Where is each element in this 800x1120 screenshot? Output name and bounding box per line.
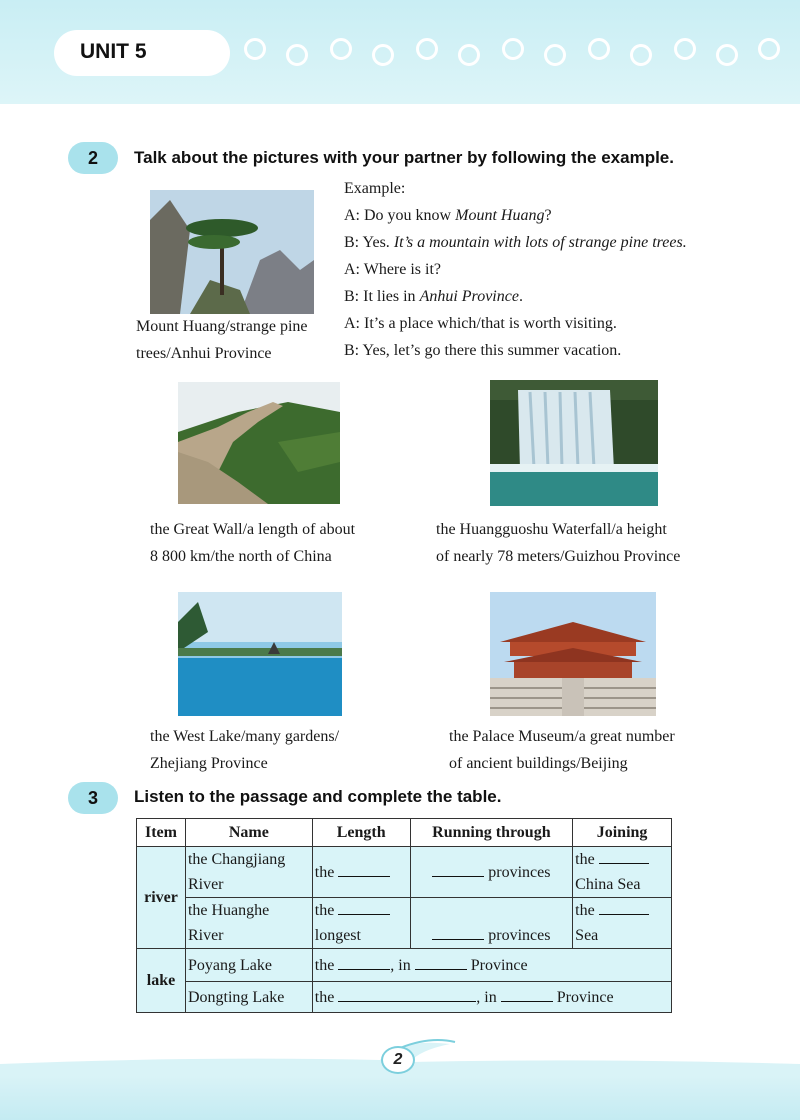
poyang-details: the , in Province [312, 949, 671, 982]
mount-huang-caption: Mount Huang/strange pine trees/Anhui Province [136, 318, 308, 362]
section-3-title: Listen to the passage and complete the table. [134, 787, 502, 806]
dialogue-line: A: Do you know Mount Huang? [344, 207, 552, 224]
dialogue-line: A: Where is it? [344, 261, 442, 278]
table-row [137, 847, 672, 898]
table-row [137, 949, 672, 982]
section-2-title: Talk about the pictures with your partner by following the example. [134, 148, 674, 167]
table-row [137, 982, 672, 1013]
changjiang-through: provinces [410, 847, 573, 898]
river-lake-table [136, 818, 672, 1013]
answer-blank[interactable] [338, 863, 390, 877]
great-wall-caption: the Great Wall/a length of about 8 800 km/the north of China [150, 521, 356, 565]
poyang-name: Poyang Lake [185, 949, 312, 982]
answer-blank[interactable] [501, 988, 553, 1002]
dialogue-line: B: Yes, let’s go there this summer vacation. [344, 342, 622, 359]
answer-blank[interactable] [338, 988, 476, 1002]
table-header: Length [312, 819, 410, 847]
changjiang-joining: the China Sea [573, 847, 672, 898]
answer-blank[interactable] [338, 956, 390, 970]
huanghe-name: the Huanghe River [185, 898, 312, 949]
table-header: Item [137, 819, 186, 847]
table-header: Name [185, 819, 312, 847]
dongting-details: the , in Province [312, 982, 671, 1013]
huanghe-joining: the Sea [573, 898, 672, 949]
palace-museum-photo [490, 592, 656, 716]
section-2-badge: 2 [68, 142, 118, 174]
river-label: river [137, 847, 186, 949]
dongting-name: Dongting Lake [185, 982, 312, 1013]
answer-blank[interactable] [432, 926, 484, 940]
west-lake-photo [178, 592, 342, 716]
huanghe-through: provinces [410, 898, 573, 949]
huanghe-length: the longest [312, 898, 410, 949]
changjiang-length: the [312, 847, 410, 898]
table-header: Joining [573, 819, 672, 847]
page-number: 2 [381, 1046, 415, 1074]
table-header: Running through [410, 819, 573, 847]
lake-label: lake [137, 949, 186, 1013]
table-row [137, 898, 672, 949]
great-wall-photo [178, 382, 340, 504]
dialogue-line: B: It lies in Anhui Province. [344, 288, 523, 305]
answer-blank[interactable] [599, 901, 649, 915]
west-lake-caption: the West Lake/many gardens/ Zhejiang Province [150, 728, 340, 772]
section-3-badge: 3 [68, 782, 118, 814]
unit-label: UNIT 5 [80, 40, 147, 63]
answer-blank[interactable] [599, 850, 649, 864]
answer-blank[interactable] [338, 901, 390, 915]
mount-huang-photo [150, 190, 314, 314]
dialogue-line: B: Yes. It’s a mountain with lots of strange pine trees. [344, 234, 687, 251]
dialogue-line: A: It’s a place which/that is worth visiting. [344, 315, 617, 332]
waterfall-caption: the Huangguoshu Waterfall/a height of nearly 78 meters/Guizhou Province [436, 521, 681, 565]
table-header-row [137, 819, 672, 847]
changjiang-name: the Changjiang River [185, 847, 312, 898]
footer-band [0, 1076, 800, 1120]
answer-blank[interactable] [432, 863, 484, 877]
example-label: Example: [344, 180, 406, 197]
palace-museum-caption: the Palace Museum/a great number of ancient buildings/Beijing [449, 728, 675, 772]
waterfall-photo [490, 380, 658, 506]
answer-blank[interactable] [415, 956, 467, 970]
